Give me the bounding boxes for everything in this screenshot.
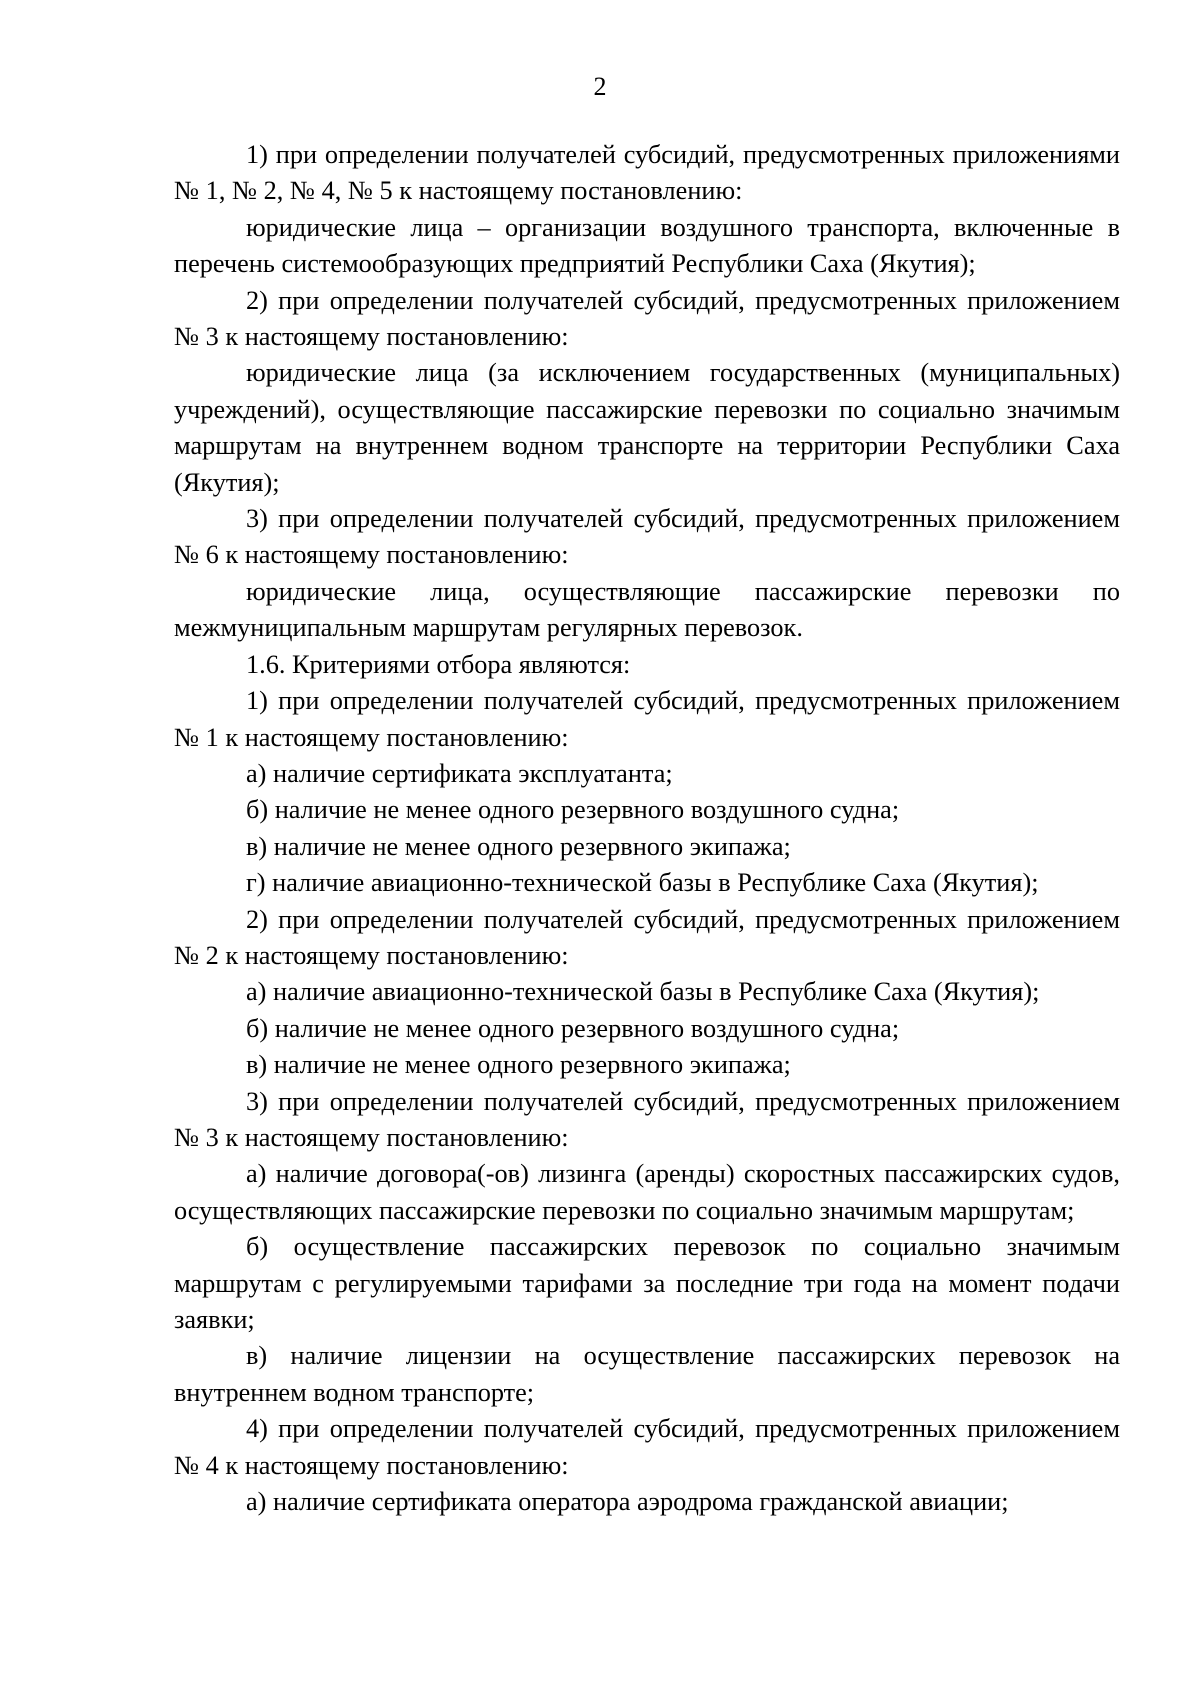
document-body: [174, 137, 1120, 1520]
paragraph: 2) при определении получателей субсидий, предусмотренных приложением № 2 к настоящему постановлению:: [174, 904, 1120, 970]
paragraph: 1.6. Критериями отбора являются:: [246, 649, 631, 679]
paragraph: а) наличие сертификата эксплуатанта;: [246, 758, 673, 788]
paragraph: 2) при определении получателей субсидий, предусмотренных приложением № 3 к настоящему постановлению:: [174, 285, 1120, 352]
paragraph: а) наличие сертификата оператора аэродрома гражданской авиации;: [246, 1487, 1009, 1517]
paragraph: в) наличие лицензии на осуществление пассажирских перевозок на внутреннем водном транспорте;: [174, 1341, 1120, 1407]
paragraph: 4) при определении получателей субсидий, предусмотренных приложением № 4 к настоящему постановлению:: [174, 1414, 1120, 1480]
paragraph: юридические лица, осуществляющие пассажирские перевозки по межмуниципальным маршрутам регулярных перевозок.: [174, 576, 1120, 643]
paragraph: 3) при определении получателей субсидий, предусмотренных приложением № 3 к настоящему постановлению:: [174, 1086, 1120, 1152]
paragraph: б) наличие не менее одного резервного воздушного судна;: [246, 1013, 900, 1043]
page-number: 2: [593, 72, 607, 101]
paragraph: 1) при определении получателей субсидий, предусмотренных приложением № 1 к настоящему постановлению:: [174, 686, 1120, 752]
paragraph: в) наличие не менее одного резервного экипажа;: [246, 831, 791, 861]
paragraph: а) наличие договора(-ов) лизинга (аренды) скоростных пассажирских судов, осуществляющих пассажирские перевозки по социально значимым маршрутам;: [174, 1159, 1120, 1225]
paragraph: г) наличие авиационно-технической базы в Республике Саха (Якутия);: [246, 868, 1039, 898]
paragraph: 1) при определении получателей субсидий, предусмотренных приложениями № 1, № 2, № 4, № 5 к настоящему постановлению:: [174, 140, 1120, 206]
paragraph: б) осуществление пассажирских перевозок по социально значимым маршрутам с регулируемыми тарифами за последние три года на момент подачи заявки;: [174, 1232, 1120, 1334]
paragraph: в) наличие не менее одного резервного экипажа;: [246, 1050, 791, 1080]
paragraph: 3) при определении получателей субсидий, предусмотренных приложением № 6 к настоящему постановлению:: [174, 504, 1120, 570]
paragraph: б) наличие не менее одного резервного воздушного судна;: [246, 795, 900, 825]
paragraph: юридические лица – организации воздушного транспорта, включенные в перечень системообразующих предприятий Республики Саха (Якутия);: [174, 212, 1120, 279]
paragraph: а) наличие авиационно-технической базы в Республике Саха (Якутия);: [246, 977, 1040, 1007]
paragraph: юридические лица (за исключением государственных (муниципальных) учреждений), осуществляющие пассажирские перевозки по социально значимым маршрутам на внутреннем водном транспорте на территории Республики Саха (Якутия);: [174, 358, 1120, 497]
